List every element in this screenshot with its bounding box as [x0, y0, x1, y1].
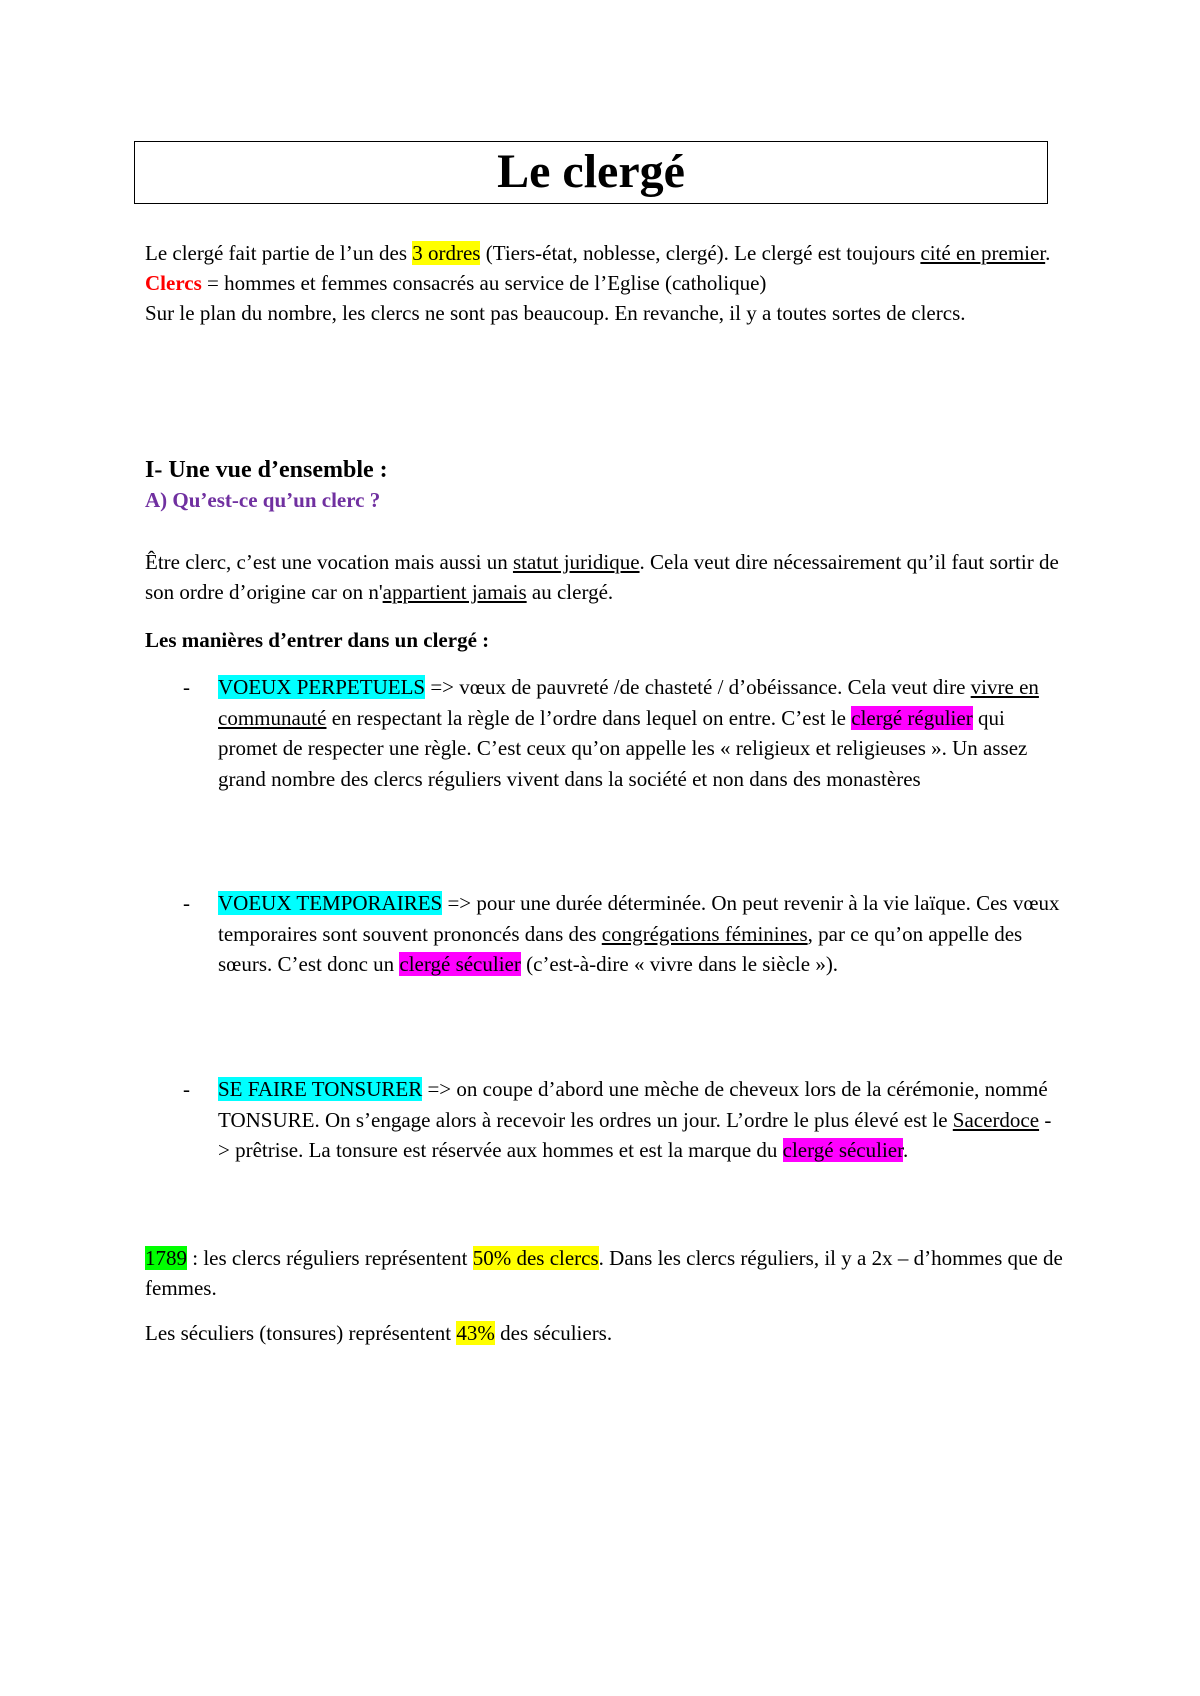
highlight-clerge-regulier: clergé régulier [851, 705, 973, 730]
ways-heading-block [145, 625, 1065, 655]
highlight-voeux-perpetuels: VOEUX PERPETUELS [218, 675, 426, 699]
list-item-text: VOEUX TEMPORAIRES => pour une durée déterminée. On peut revenir à la vie laïque. Ces vœux temporaires sont souvent prononcés dans des congrégations féminines, par ce qu’on appelle des sœurs. C’est donc un clergé séculier (c’est-à-dire « vivre dans le siècle »). [218, 891, 1060, 976]
clercs-definition: Clercs = hommes et femmes consacrés au service de l’Eglise (catholique) [145, 271, 767, 295]
clerc-definition-paragraph: Être clerc, c’est une vocation mais aussi un statut juridique. Cela veut dire nécessairement qu’il faut sortir de son ordre d’origine car on n'appartient jamais au clergé. [145, 550, 1059, 604]
highlight-se-faire-tonsurer: SE FAIRE TONSURER [218, 1077, 423, 1101]
highlight-clerge-seculier: clergé séculier [782, 1138, 903, 1162]
stats-block [145, 1243, 1065, 1348]
clerc-definition-block [145, 547, 1065, 607]
underlined-appartient-jamais: appartient jamais [382, 580, 527, 604]
underlined-vivre-en-communaute: vivre en communauté [218, 675, 1039, 730]
list-item-text: SE FAIRE TONSURER => on coupe d’abord une mèche de cheveux lors de la cérémonie, nommé TONSURE. On s’engage alors à recevoir les ordres un jour. L’ordre le plus élevé est le Sacerdoce -> prêtrise. La tonsure est réservée aux hommes et est la marque du clergé séculier. [218, 1077, 1052, 1162]
section-1-heading-block [145, 455, 1065, 515]
intro-block [145, 238, 1065, 328]
list-dash: - [183, 1077, 190, 1101]
list-item-text: VOEUX PERPETUELS => vœux de pauvreté /de chasteté / d’obéissance. Cela veut dire vivre en communauté en respectant la règle de l’ordre dans lequel on entre. C’est le clergé régulier qui promet de respecter une règle. C’est ceux qu’on appelle les « religieux et religieuses ». Un assez grand nombre des clercs réguliers vivent dans la société et non dans des monastères [218, 675, 1039, 791]
highlight-year-1789: 1789 [145, 1246, 187, 1270]
intro-number-paragraph: Sur le plan du nombre, les clercs ne sont pas beaucoup. En revanche, il y a toutes sortes de clercs. [145, 301, 966, 325]
underlined-congregations-feminines: congrégations féminines [601, 921, 808, 946]
section-subheading: A) Qu’est-ce qu’un clerc ? [145, 488, 381, 512]
title-box [134, 141, 1048, 204]
stats-paragraph-1789: 1789 : les clercs réguliers représentent 50% des clercs. Dans les clercs réguliers, il y a 2x – d’hommes que de femmes. [145, 1246, 1063, 1300]
highlight-clerge-seculier: clergé séculier [399, 952, 521, 976]
ways-heading: Les manières d’entrer dans un clergé : [145, 628, 490, 652]
intro-paragraph: Le clergé fait partie de l’un des 3 ordres (Tiers-état, noblesse, clergé). Le clergé est toujours cité en premier. [145, 241, 1051, 265]
highlight-43-percent: 43% [456, 1321, 495, 1345]
underlined-cite-en-premier: cité en premier [920, 241, 1046, 265]
underlined-statut-juridique: statut juridique [512, 550, 640, 574]
clercs-term: Clercs [145, 271, 202, 295]
list-dash: - [183, 675, 190, 699]
underlined-sacerdoce: Sacerdoce [952, 1107, 1040, 1132]
list-dash: - [183, 891, 190, 915]
stats-paragraph-seculiers: Les séculiers (tonsures) représentent 43% des séculiers. [145, 1321, 613, 1345]
highlight-3-ordres: 3 ordres [412, 241, 481, 265]
page-title: Le clergé [497, 145, 685, 198]
highlight-50-percent: 50% des clercs [472, 1246, 599, 1270]
highlight-voeux-temporaires: VOEUX TEMPORAIRES [218, 891, 443, 915]
section-heading: I- Une vue d’ensemble : [145, 457, 388, 483]
